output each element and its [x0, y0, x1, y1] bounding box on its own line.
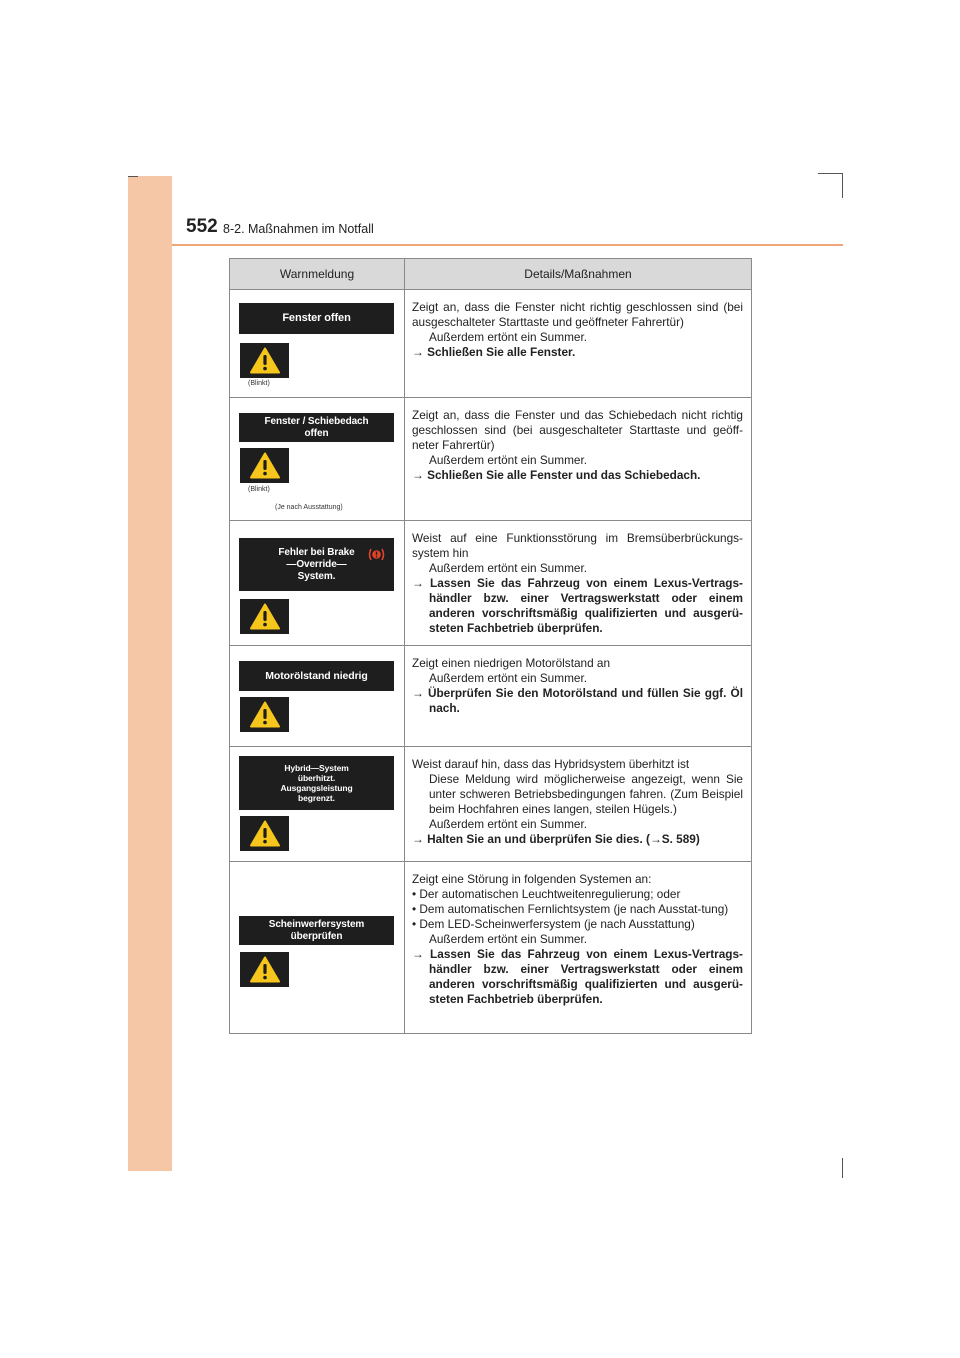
- detail-text: Zeigt einen niedrigen Motorölstand an: [412, 656, 611, 670]
- action-text: → Lassen Sie das Fahrzeug von einem Lexus-Vertrags-händler bzw. einer Vertragswerkstatt oder einem anderen vorschriftsmäßig qualifizierten und ausgerü-steten Fachbetrieb überprüfen.: [412, 576, 743, 635]
- warning-cell: [230, 646, 405, 747]
- warning-indicator: [240, 448, 289, 483]
- detail-text: Außerdem ertönt ein Summer.: [429, 671, 588, 685]
- message-banner: Scheinwerfersystem überprüfen: [239, 916, 394, 945]
- table-row: [230, 290, 752, 398]
- crop-mark: [818, 173, 842, 174]
- details-cell: [405, 862, 752, 1034]
- detail-text: Außerdem ertönt ein Summer.: [429, 453, 588, 467]
- side-strip: [128, 176, 172, 1171]
- bullet-item: • Der automatischen Leuchtweitenregulierung; oder: [412, 887, 681, 901]
- table-row: [230, 862, 752, 1034]
- column-header-warning: Warnmeldung: [230, 259, 405, 290]
- warning-cell: [230, 290, 405, 398]
- table-row: [230, 646, 752, 747]
- detail-text: Außerdem ertönt ein Summer.: [429, 330, 588, 344]
- detail-text: Zeigt eine Störung in folgenden Systemen an:: [412, 872, 652, 886]
- warning-cell: [230, 862, 405, 1034]
- message-banner: Motorölstand niedrig: [239, 661, 394, 691]
- message-banner: Fenster / Schiebedach offen: [239, 413, 394, 442]
- warning-triangle-icon: [250, 956, 280, 983]
- page-number: 552: [186, 216, 218, 237]
- detail-text: Diese Meldung wird möglicherweise angezeigt, wenn Sie unter schweren Betriebsbedingungen fahren. (Zum Beispiel beim Hochfahren eines langen, steilen Hügels.): [429, 772, 743, 816]
- brake-override-icon: [368, 547, 385, 562]
- warning-indicator: [240, 343, 289, 378]
- blink-note: (Blinkt): [248, 380, 270, 387]
- warning-table: [229, 258, 752, 1034]
- warning-cell: [230, 521, 405, 646]
- bullet-item: • Dem automatischen Fernlichtsystem (je nach Ausstat-tung): [412, 902, 729, 916]
- message-banner: Hybrid—System überhitzt. Ausgangsleistung begrenzt.: [239, 756, 394, 810]
- detail-text: Weist darauf hin, dass das Hybridsystem überhitzt ist: [412, 757, 690, 771]
- crop-mark: [842, 173, 843, 198]
- detail-text: Außerdem ertönt ein Summer.: [429, 817, 588, 831]
- message-banner: Fehler bei Brake—Override— System.: [239, 538, 394, 591]
- action-text: → Lassen Sie das Fahrzeug von einem Lexus-Vertrags-händler bzw. einer Vertragswerkstatt oder einem anderen vorschriftsmäßig qualifizierten und ausgerü-steten Fachbetrieb überprüfen.: [412, 947, 743, 1006]
- blink-note: (Blinkt): [248, 486, 270, 493]
- warning-triangle-icon: [250, 701, 280, 728]
- action-text: → Überprüfen Sie den Motorölstand und füllen Sie ggf. Öl nach.: [412, 686, 743, 715]
- action-text: → Schließen Sie alle Fenster.: [412, 345, 576, 359]
- detail-text: Zeigt an, dass die Fenster und das Schiebedach nicht richtig geschlossen sind (bei ausgeschalteter Starttaste und geöff-neter Fahrertür): [412, 408, 743, 452]
- warning-indicator: [240, 599, 289, 634]
- warning-cell: [230, 398, 405, 521]
- details-cell: [405, 521, 752, 646]
- warning-triangle-icon: [250, 603, 280, 630]
- detail-text: Außerdem ertönt ein Summer.: [429, 932, 588, 946]
- warning-triangle-icon: [250, 452, 280, 479]
- message-banner: Fenster offen: [239, 303, 394, 334]
- details-cell: [405, 290, 752, 398]
- crop-mark: [128, 176, 138, 177]
- warning-indicator: [240, 697, 289, 732]
- warning-indicator: [240, 952, 289, 987]
- detail-text: Weist auf eine Funktionsstörung im Bremsüberbrückungs-system hin: [412, 531, 743, 560]
- column-header-details: Details/Maßnahmen: [405, 259, 752, 290]
- warning-triangle-icon: [250, 347, 280, 374]
- table-row: [230, 521, 752, 646]
- warning-cell: [230, 747, 405, 862]
- header-rule: [172, 244, 843, 246]
- details-cell: [405, 398, 752, 521]
- table-row: [230, 398, 752, 521]
- warning-triangle-icon: [250, 820, 280, 847]
- details-cell: [405, 747, 752, 862]
- detail-text: Außerdem ertönt ein Summer.: [429, 561, 588, 575]
- table-row: [230, 747, 752, 862]
- warning-indicator: [240, 816, 289, 851]
- bullet-item: • Dem LED-Scheinwerfersystem (je nach Ausstattung): [412, 917, 695, 931]
- detail-text: Zeigt an, dass die Fenster nicht richtig geschlossen sind (bei ausgeschalteter Starttaste und geöffneter Fahrertür): [412, 300, 743, 329]
- crop-mark: [842, 1158, 843, 1178]
- details-cell: [405, 646, 752, 747]
- equipment-note: (Je nach Ausstattung): [275, 504, 343, 511]
- section-title: 8-2. Maßnahmen im Notfall: [223, 222, 374, 236]
- action-text: → Schließen Sie alle Fenster und das Schiebedach.: [412, 468, 701, 482]
- table-header-row: [230, 259, 752, 290]
- action-text: → Halten Sie an und überprüfen Sie dies. (→S. 589): [412, 832, 700, 846]
